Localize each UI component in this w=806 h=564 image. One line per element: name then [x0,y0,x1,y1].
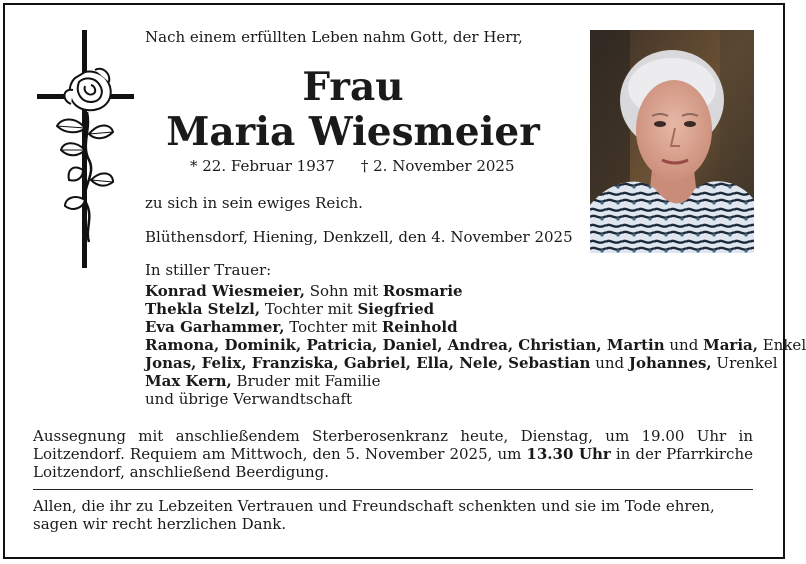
mourner-relation: Urenkel [711,354,778,372]
birth-date: * 22. Februar 1937 [190,157,335,175]
funeral-info-line-2 [33,445,753,463]
mourner-line [145,336,806,354]
life-dates [190,157,515,175]
reich-text: zu sich in sein ewiges Reich. [145,194,363,212]
funeral-info-line-3: Loitzendorf, anschließend Beerdigung. [33,463,330,481]
mourner-name: Reinhold [381,318,458,336]
funeral-info-line-2-post: in der Pfarrkirche [610,445,753,463]
portrait-photo [590,30,754,253]
cross-with-rose-icon [35,30,135,270]
divider [33,489,753,490]
intro-text: Nach einem erfüllten Leben nahm Gott, der Herr, [145,28,523,46]
mourner-line [145,372,757,390]
requiem-time: 13.30 Uhr [526,445,611,463]
mourner-relation: und [590,354,629,372]
mourner-name: Konrad Wiesmeier, [145,282,305,300]
mourner-line [145,282,757,300]
mourner-name: Eva Garhammer, [145,318,285,336]
mourner-name: Max Kern, [145,372,232,390]
place-date: Blüthensdorf, Hiening, Denkzell, den 4. November 2025 [145,228,573,246]
mourner-name: Johannes, [628,354,712,372]
funeral-info-line-1: Aussegnung mit anschließendem Sterberosenkranz heute, Dienstag, um 19.00 Uhr in [33,427,753,445]
mourner-name: Ramona, Dominik, Patricia, Daniel, Andrea, Christian, Martin [145,336,665,354]
mourner-name: Siegfried [357,300,435,318]
mourner-name: Thekla Stelzl, [145,300,261,318]
mourning-heading: In stiller Trauer: [145,261,272,279]
mourner-relation: Sohn mit [304,282,383,300]
mourner-relation: Tochter mit [284,318,382,336]
mourner-line [145,354,778,372]
thanks-text: Allen, die ihr zu Lebzeiten Vertrauen und Freundschaft schenkten und sie im Tode ehren, sagen wir recht herzlichen Dank. [33,497,715,533]
mourners-list [145,282,806,408]
death-date: † 2. November 2025 [360,157,515,175]
mourner-relation: Bruder mit Familie [231,372,381,390]
funeral-info [33,427,753,481]
mourner-line [145,390,757,408]
mourner-relation: und übrige Verwandtschaft [145,390,353,408]
mourner-line [145,318,757,336]
mourner-relation: und [664,336,704,354]
salutation: Frau [302,64,404,110]
funeral-info-line-2-pre: Loitzendorf. Requiem am Mittwoch, den 5. November 2025, um [33,445,527,463]
deceased-name: Maria Wiesmeier [166,109,540,155]
mourner-line [145,300,757,318]
mourner-relation: Tochter mit [260,300,358,318]
mourner-name: Rosmarie [382,282,463,300]
mourner-name: Jonas, Felix, Franziska, Gabriel, Ella, Nele, Sebastian [145,354,591,372]
mourner-relation: Enkel [757,336,806,354]
mourner-name: Maria, [703,336,758,354]
